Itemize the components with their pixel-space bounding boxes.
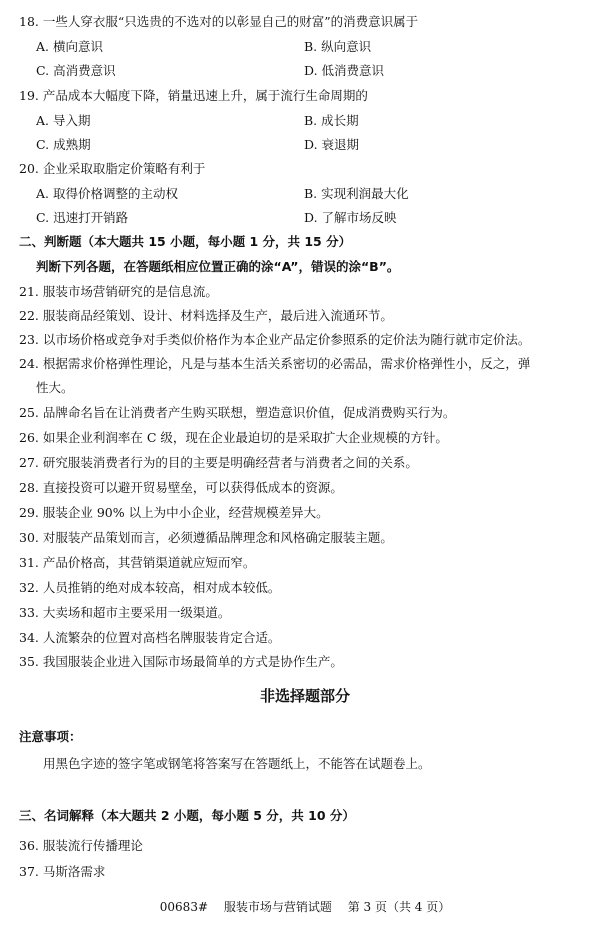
option-d: D. 低消费意识 [304, 63, 385, 78]
judgement-item: 27. 研究服装消费者行为的目的主要是明确经营者与消费者之间的关系。 [19, 455, 418, 470]
notice-text: 用黑色字迹的签字笔或钢笔将答案写在答题纸上，不能答在试题卷上。 [43, 756, 431, 771]
option-a: A. 导入期 [36, 113, 91, 128]
judgement-item: 26. 如果企业利润率在 C 级，现在企业最迫切的是采取扩大企业规模的方针。 [19, 430, 448, 445]
page-footer [0, 898, 610, 915]
judgement-item: 25. 品牌命名旨在让消费者产生购买联想，塑造意识价值，促成消费购买行为。 [19, 405, 456, 420]
judgement-item: 23. 以市场价格或竞争对手类似价格作为本企业产品定价参照系的定价法为随行就市定价法。 [19, 332, 531, 347]
section-heading-judgement: 二、判断题（本大题共 15 小题，每小题 1 分，共 15 分） [19, 234, 352, 249]
notice-heading: 注意事项： [19, 729, 82, 744]
judgement-item: 24. 根据需求价格弹性理论，凡是与基本生活关系密切的必需品，需求价格弹性小，反之，弹 [19, 356, 531, 371]
option-d: D. 衰退期 [304, 137, 360, 152]
section-instruction: 判断下列各题，在答题纸相应位置正确的涂“A”，错误的涂“B”。 [36, 259, 400, 274]
exam-subject: 服装市场与营销试题 [223, 900, 332, 914]
option-b: B. 实现利润最大化 [304, 186, 409, 201]
option-c: C. 高消费意识 [36, 63, 116, 78]
option-d: D. 了解市场反映 [304, 210, 397, 225]
option-a: A. 取得价格调整的主动权 [36, 186, 178, 201]
term-item: 36. 服装流行传播理论 [19, 838, 143, 853]
judgement-item-continued: 性大。 [36, 380, 74, 395]
option-c: C. 成熟期 [36, 137, 91, 152]
judgement-item: 29. 服装企业 90% 以上为中小企业，经营规模差异大。 [19, 505, 329, 520]
section-heading-terms: 三、名词解释（本大题共 2 小题，每小题 5 分，共 10 分） [19, 808, 355, 823]
judgement-item: 22. 服装商品经策划、设计、材料选择及生产，最后进入流通环节。 [19, 308, 393, 323]
judgement-item: 21. 服装市场营销研究的是信息流。 [19, 284, 218, 299]
question-stem: 20. 企业采取取脂定价策略有利于 [19, 161, 206, 176]
judgement-item: 34. 人流繁杂的位置对高档名牌服装肯定合适。 [19, 630, 281, 645]
judgement-item: 33. 大卖场和超市主要采用一级渠道。 [19, 605, 231, 620]
question-stem: 18. 一些人穿衣服“只选贵的不选对的以彰显自己的财富”的消费意识属于 [19, 14, 419, 29]
option-c: C. 迅速打开销路 [36, 210, 129, 225]
judgement-item: 32. 人员推销的绝对成本较高，相对成本较低。 [19, 580, 281, 595]
option-b: B. 成长期 [304, 113, 359, 128]
exam-code: 00683# [159, 900, 209, 914]
option-a: A. 横向意识 [36, 39, 103, 54]
judgement-item: 35. 我国服装企业进入国际市场最简单的方式是协作生产。 [19, 654, 343, 669]
option-b: B. 纵向意识 [304, 39, 372, 54]
part-title: 非选择题部分 [259, 687, 350, 705]
term-item: 37. 马斯洛需求 [19, 864, 106, 879]
judgement-item: 28. 直接投资可以避开贸易壁垒，可以获得低成本的资源。 [19, 480, 343, 495]
judgement-item: 30. 对服装产品策划而言，必须遵循品牌理念和风格确定服装主题。 [19, 530, 393, 545]
page-number: 第 3 页（共 4 页） [347, 900, 451, 914]
question-stem: 19. 产品成本大幅度下降，销量迅速上升，属于流行生命周期的 [19, 88, 368, 103]
judgement-item: 31. 产品价格高，其营销渠道就应短而窄。 [19, 555, 256, 570]
